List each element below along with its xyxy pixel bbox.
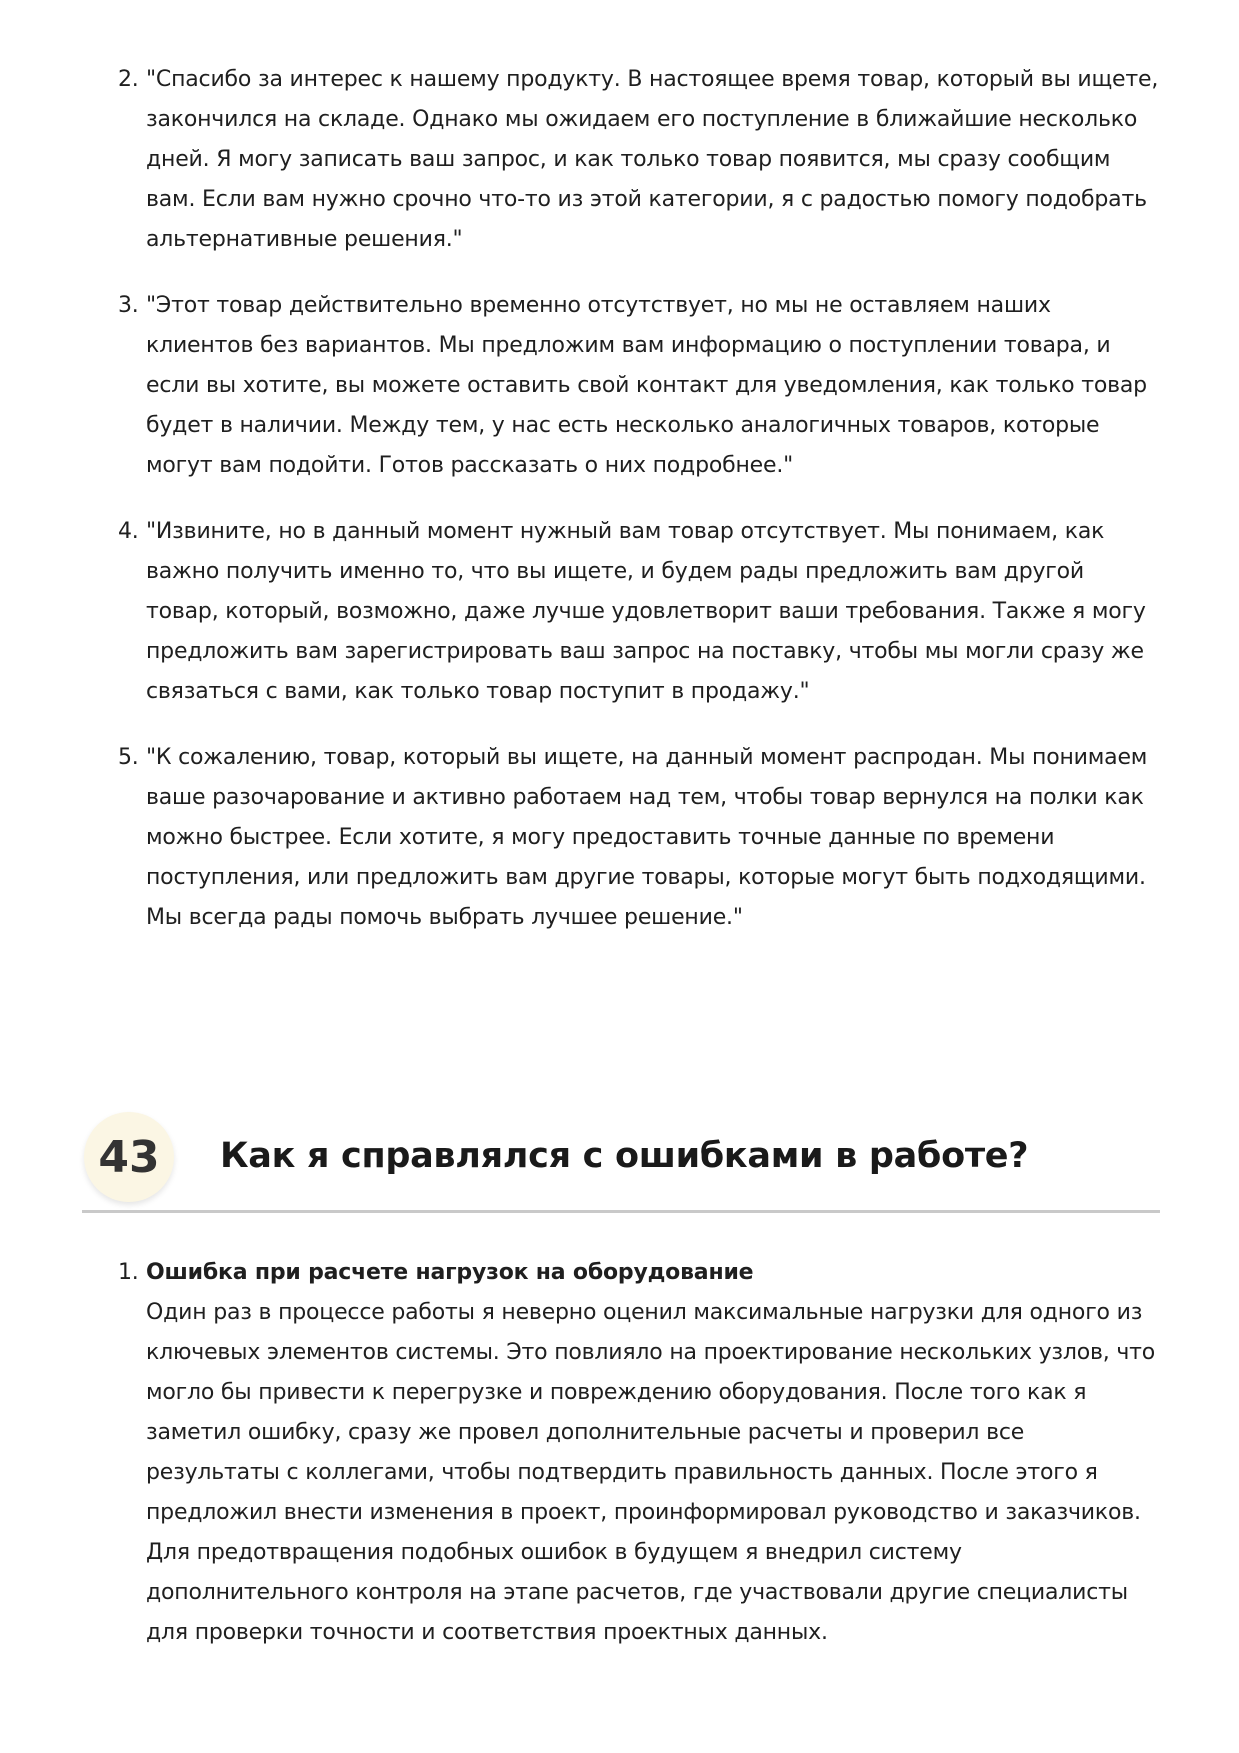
list-item-text: "Этот товар действительно временно отсутствует, но мы не оставляем наших клиентов без вариантов. Мы предложим вам информацию о поступлении товара, и если вы хотите, вы можете оставить свой контакт для уведомления, как только товар будет в наличии. Между тем, у нас есть несколько аналогичных товаров, которые могут вам подойти. Готов рассказать о них подробнее." — [146, 293, 1147, 478]
section-number-badge: 43 — [84, 1112, 174, 1202]
error-list — [118, 1253, 1162, 1653]
list-item-number: 2. — [118, 67, 139, 92]
list-item-number: 3. — [118, 293, 139, 318]
answer-list — [118, 60, 1162, 964]
list-item-text: "К сожалению, товар, который вы ищете, на данный момент распродан. Мы понимаем ваше разочарование и активно работаем над тем, чтобы товар вернулся на полки как можно быстрее. Если хотите, я могу предоставить точные данные по времени поступления, или предложить вам другие товары, которые могут быть подходящими. Мы всегда рады помочь выбрать лучшее решение." — [146, 745, 1148, 930]
list-item-text: "Спасибо за интерес к нашему продукту. В настоящее время товар, который вы ищете, закончился на складе. Однако мы ожидаем его поступление в ближайшие несколько дней. Я могу записать ваш запрос, и как только товар появится, мы сразу сообщим вам. Если вам нужно срочно что-то из этой категории, я с радостью помогу подобрать альтернативные решения." — [146, 67, 1159, 252]
list-item-text: "Извините, но в данный момент нужный вам товар отсутствует. Мы понимаем, как важно получить именно то, что вы ищете, и будем рады предложить вам другой товар, который, возможно, даже лучше удовлетворит ваши требования. Также я могу предложить вам зарегистрировать ваш запрос на поставку, чтобы мы могли сразу же связаться с вами, как только товар поступит в продажу." — [146, 519, 1146, 704]
section-divider — [82, 1210, 1160, 1213]
list-item — [118, 738, 1162, 938]
list-item-heading: Ошибка при расчете нагрузок на оборудование — [146, 1260, 754, 1285]
list-item-text: Один раз в процессе работы я неверно оценил максимальные нагрузки для одного из ключевых элементов системы. Это повлияло на проектирование нескольких узлов, что могло бы привести к перегрузке и повреждению оборудования. После того как я заметил ошибку, сразу же провел дополнительные расчеты и проверил все результаты с коллегами, чтобы подтвердить правильность данных. После этого я предложил внести изменения в проект, проинформировал руководство и заказчиков. Для предотвращения подобных ошибок в будущем я внедрил систему дополнительного контроля на этапе расчетов, где участвовали другие специалисты для проверки точности и соответствия проектных данных. — [146, 1300, 1156, 1645]
list-item-number: 5. — [118, 745, 139, 770]
section-header — [80, 1112, 1160, 1224]
section-title: Как я справлялся с ошибками в работе? — [220, 1136, 1029, 1176]
list-item-number: 4. — [118, 519, 139, 544]
list-item — [118, 60, 1162, 260]
list-item — [118, 1253, 1162, 1653]
list-item-number: 1. — [118, 1260, 139, 1285]
list-item — [118, 286, 1162, 486]
list-item — [118, 512, 1162, 712]
